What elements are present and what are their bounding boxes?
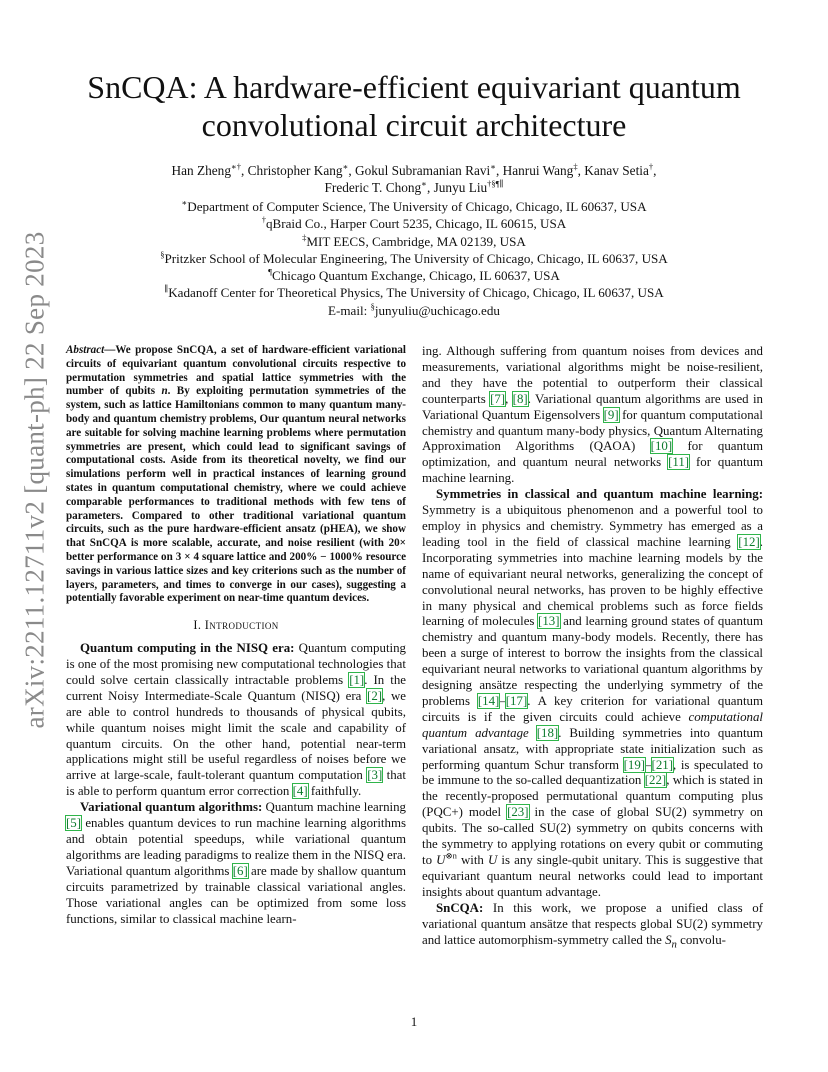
citation-link[interactable]: [7] (490, 391, 506, 406)
paragraph-text: , which is stated in the recently-proposed permutational quantum computing plus (PQC+) model (422, 773, 764, 820)
paragraph-text: Quantum computing is one of the most promising new computational technologies that could solve certain classically intractable problems (66, 641, 406, 687)
email-line (90, 302, 738, 319)
affiliation-text: Chicago Quantum Exchange, Chicago, IL 60637, USA (271, 268, 560, 284)
citation-link[interactable]: [19] (623, 757, 646, 772)
citation-link[interactable]: [5] (66, 816, 82, 831)
email-label: E-mail: (328, 302, 371, 318)
paragraph-text: for quantum machine learning. (422, 455, 763, 486)
title-line-2: convolutional circuit architecture (201, 107, 627, 143)
paragraph-text: ing. Although suffering from quantum noises from devices and measurements, variational algorithms might be noise-resilient, and they have the potential to outperform their classical counterparts (422, 344, 763, 406)
math-subscript-n: n (671, 938, 677, 951)
affiliation-list (90, 198, 738, 319)
math-s: S (665, 932, 672, 947)
paragraph-text-continued: are made by shallow quantum circuits parametrized by trainable classical variational angles. Those variational angles can be optimized from some loss functions, similar to classical machine learn- (66, 863, 406, 926)
affiliation-mark: § (160, 249, 165, 260)
left-column (66, 344, 406, 927)
paragraph-text: enables quantum devices to run machine learning algorithms and obtain potential speedups, while variational quantum algorithms are leading paradigms to realize them in the NISQ era. Variational quantum algorithms (66, 816, 406, 878)
run-in-heading: Variational quantum algorithms: (80, 800, 263, 815)
affiliation-line (90, 267, 738, 284)
affiliation-line (90, 215, 738, 232)
section-heading-introduction: I. Introduction (193, 618, 279, 633)
author-mark: ∗ (421, 178, 427, 189)
affiliation-text: MIT EECS, Cambridge, MA 02139, USA (306, 233, 526, 249)
affiliation-mark: ∗ (181, 197, 188, 208)
paragraph-text (529, 726, 537, 740)
paragraph-text: that is able to perform quantum error correction (66, 768, 406, 799)
paragraph-text: convolu- (676, 932, 726, 947)
citation-link[interactable]: [3] (367, 768, 383, 783)
paragraph-text: faithfully. (307, 784, 362, 799)
paragraph-text: . Building symmetries into quantum variational ansatz, with appropriate state initialization such as performing quantum Schur transform (422, 725, 763, 772)
citation-link[interactable]: [4] (292, 784, 308, 799)
paragraph-text: Symmetry is a ubiquitous phenomenon and a powerful tool to employ in physics and chemistry. Symmetry has emerged as a leading tool in the field of classical machine learning (422, 503, 763, 549)
affiliation-line (90, 250, 738, 267)
citation-link[interactable]: [10] (650, 439, 673, 454)
page-number: 1 (410, 1014, 418, 1029)
affiliation-text: Kadanoff Center for Theoretical Physics, The University of Chicago, Chicago, IL 60637, USA (168, 285, 664, 301)
abstract-text: . By exploiting permutation symmetries of the system, such as lattice Hamiltonians common to many quantum many-body and quantum chemistry problems, Our quantum neural networks are suitable for solving machine learning problems where permutation symmetries are present, which could lead to significant savings of computational costs. Aside from its theoretical novelty, we find our simulations perform well in practical instances of learning ground states in quantum computational chemistry, where we could achieve comparable performances to traditional methods with few tens of parameters. Compared to other traditional variational quantum circuits, such as the pure hardware-efficient ansatz (pHEA), we show that SnCQA is more scalable, accurate, and noise resilient (with (66, 385, 406, 550)
author-list: Han Zheng∗†, Christopher Kang∗, Gokul Subramanian Ravi∗, Hanrui Wang‡, Kanav Setia†, Frederic T. Chong∗, Junyu Liu†§¶∥ (171, 161, 657, 196)
author-name: Hanrui Wang (502, 163, 574, 178)
paragraph-text: , we are able to control hundreds to thousands of physical qubits, while quantum noises might limit the scale and capability of quantum circuits. On the other hand, potential near-term applications might still be useful regardless of noises before we arrive at large-scale, fault-tolerant quantum computation (66, 688, 406, 783)
affiliation-text: Pritzker School of Molecular Engineering, The University of Chicago, Chicago, IL 60637, USA (164, 250, 668, 266)
paragraph-text: with (456, 853, 488, 867)
affiliation-line (90, 233, 738, 250)
paragraph-text: , is speculated to be immune to the so-called dequantization (422, 757, 763, 788)
math-20x: 20× (388, 537, 406, 550)
citation-link[interactable]: [2] (367, 688, 383, 703)
author-mark: ∗ (342, 161, 349, 172)
arxiv-identifier: arXiv:2211.12711v2 [quant-ph] 22 Sep 2023 (19, 231, 50, 729)
paragraph-text: . Incorporating symmetries into machine learning models by the name of equivariant neural networks, generalizing the concept of convolutional neural networks, has proven to be highly effective in many physical and chemical problems such as force fields learning of molecules (422, 534, 763, 629)
math-u: U (436, 853, 446, 867)
author-mark: ∗ (490, 161, 496, 172)
paragraph-nisq (66, 641, 406, 800)
citation-link[interactable]: [9] (603, 407, 619, 422)
paragraph-sncqa (422, 901, 763, 953)
email-address[interactable]: junyuliu@uchicago.edu (374, 302, 500, 318)
citation-link[interactable]: [23] (507, 805, 529, 820)
paragraph-text: in the case of global SU(2) symmetry on qubits. The so-called SU(2) symmetry on qubits concerns with the symmetry to applying rotations on every qubit or commuting to (422, 805, 763, 867)
citation-link[interactable]: [13] (538, 614, 560, 629)
affiliation-text: Department of Computer Science, The University of Chicago, Chicago, IL 60637, USA (187, 199, 647, 214)
paragraph-text: . A key criterion for variational quantum circuits is if the given circuits could achieve (422, 693, 763, 724)
math-u: U (488, 853, 498, 867)
arxiv-side-stamp (10, 231, 60, 729)
abstract-text: square lattice and (199, 550, 290, 563)
abstract-text: We propose SnCQA, a set of hardware-efficient variational circuits of equivariant quantum convolutional circuits respective to permutation symmetries and spatial lattice symmetries with the number of qubits (66, 344, 406, 398)
citation-link[interactable]: [1] (349, 672, 365, 687)
paragraph-text: is any single-qubit unitary. This is suggestive that equivariant quantum neural networks could lead to important insights about quantum advantage. (422, 853, 763, 899)
author-name: Junyu Liu (433, 180, 488, 196)
citation-link[interactable]: [18] (536, 725, 559, 740)
math-lattice: 3 × 4 (175, 550, 200, 563)
author-name: Han Zheng (171, 163, 231, 178)
range-dash: – (645, 757, 652, 772)
author-name: Christopher Kang (247, 163, 343, 178)
run-in-heading: Quantum computing in the NISQ era: (80, 641, 295, 656)
affiliation-line (90, 284, 738, 301)
emphasis-text: computational quantum advantage (422, 709, 763, 740)
paragraph-text: for quantum optimization, and quantum neural networks (422, 439, 763, 470)
author-mark: †§¶∥ (487, 178, 504, 189)
abstract-text: resource savings in various lattice sizes and key criterions such as the number of layers, parameters, and times to converge in our cases), suggesting a potentially favorable experiment on near-time quantum devices. (66, 550, 407, 605)
affiliation-text: qBraid Co., Harper Court 5235, Chicago, IL 60615, USA (265, 216, 567, 232)
citation-link[interactable]: [22] (644, 773, 667, 788)
math-tensor-power: ⊗n (445, 850, 457, 861)
paragraph-text: . Variational quantum algorithms are used in Variational Quantum Eigensolvers (422, 391, 763, 422)
author-mark: ‡ (573, 161, 578, 172)
paragraph-text: In this work, we propose a unified class of variational quantum ansätze that respects global SU(2) symmetry and lattice automorphism-symmetry called the (422, 900, 763, 947)
citation-link[interactable]: [21] (651, 757, 674, 772)
citation-link[interactable]: [17] (505, 693, 528, 708)
paper-title (60, 68, 768, 144)
author-mark: † (648, 161, 654, 172)
paragraph-text: . In the current Noisy Intermediate-Scale Quantum (NISQ) era (66, 672, 406, 703)
citation-link[interactable]: [11] (668, 455, 690, 470)
abstract-label: Abstract (66, 344, 105, 356)
citation-link[interactable]: [14] (477, 693, 500, 708)
paragraph-variational-continued (422, 344, 763, 487)
abstract-text: better performance on (66, 550, 176, 563)
paragraph-text: for quantum computational chemistry and quantum many-body physics, Quantum Alternating Approximation Algorithms (QAOA) (422, 407, 763, 454)
author-name: Gokul Subramanian Ravi (355, 163, 491, 178)
author-name: Frederic T. Chong (324, 180, 422, 196)
affiliation-mark: ¶ (268, 266, 272, 277)
citation-link[interactable]: [12] (738, 534, 760, 549)
title-line-1: SnCQA: A hardware-efficient equivariant quantum (87, 69, 741, 105)
run-in-heading: Symmetries in classical and quantum machine learning: (436, 487, 763, 502)
math-savings: 200% − 1000% (289, 550, 363, 563)
paragraph-text: Quantum machine learning (262, 800, 406, 815)
affiliation-mark: ‡ (302, 232, 307, 243)
math-n: n (161, 385, 168, 398)
author-mark: ∗† (230, 161, 242, 172)
range-dash: – (499, 693, 506, 708)
paragraph-text: , (505, 391, 513, 406)
affiliation-mark: ∥ (164, 284, 169, 295)
abstract-dash: — (104, 344, 116, 356)
run-in-heading: SnCQA: (436, 900, 484, 915)
paragraph-text: and learning ground states of quantum chemistry and quantum many-body models. Recently, there has been a surge of interest to borrow the insights from the classical equivariant neural networks to variational quantum algorithms by designing ansätze respecting the underlying symmetry of the problems (422, 614, 763, 708)
affiliation-mark: † (261, 214, 266, 225)
paragraph-symmetries (422, 487, 763, 901)
paragraph-variational (66, 800, 406, 927)
citation-link[interactable]: [8] (512, 391, 528, 406)
author-name: Kanav Setia (584, 163, 649, 178)
email-mark: § (370, 301, 375, 312)
citation-link[interactable]: [6] (232, 863, 248, 878)
right-column (422, 344, 763, 953)
abstract (66, 344, 406, 606)
affiliation-line (90, 198, 738, 215)
